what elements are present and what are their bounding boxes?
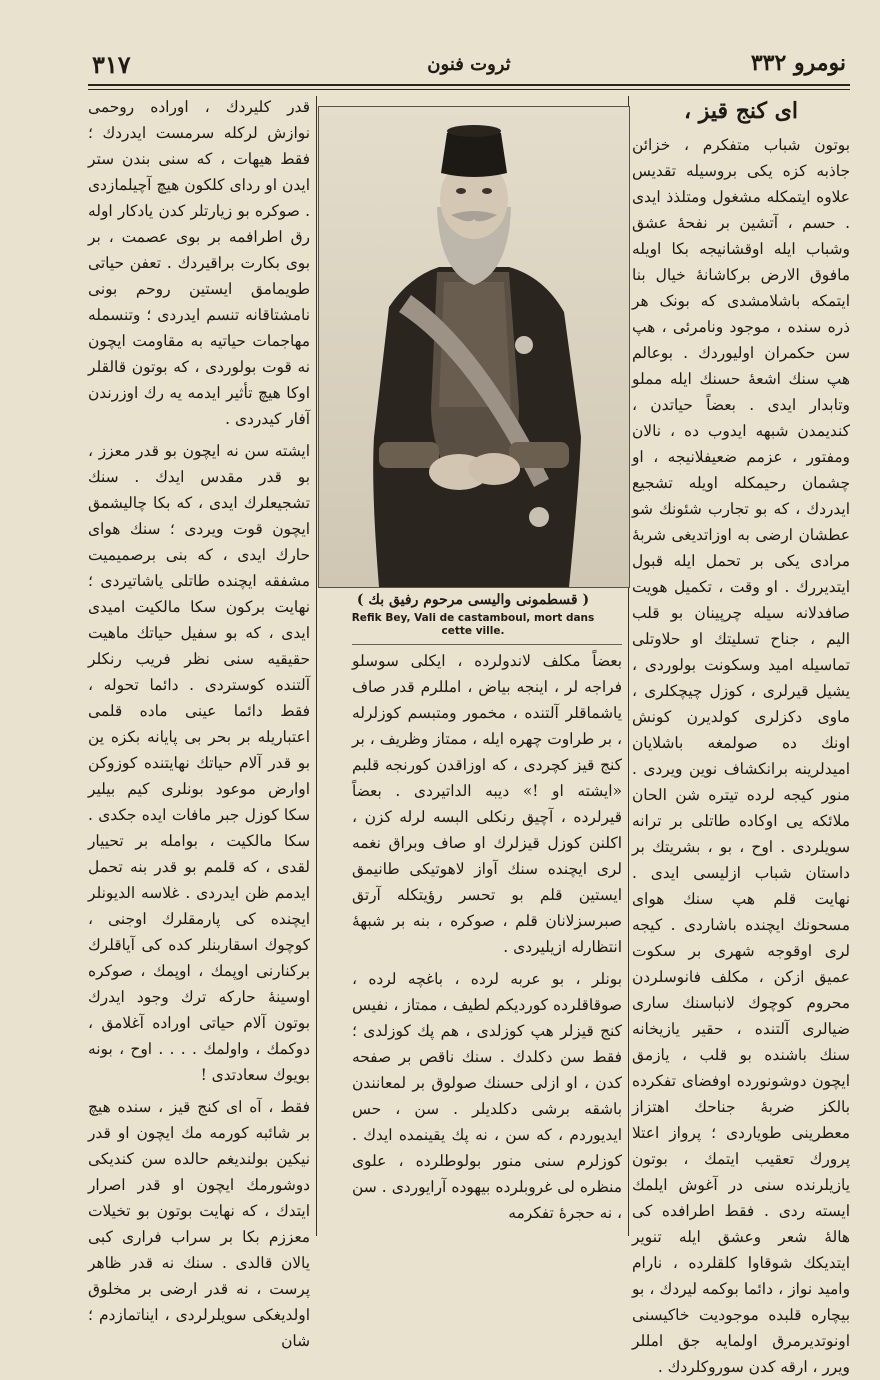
issue-number: نومرو ۳۳۲ bbox=[750, 50, 846, 76]
column-middle bbox=[352, 648, 622, 1240]
paragraph: فقط ، آه ای کنج قیز ، سنده هیچ بر شائبه کورمه مك ایچون او قدر نیکین بولندیغم حالده سن کندیکی دوشورمك ایچون او قدر اصرار ایتدك ، که نهایت بوتون بو تخیلات معززم بکا بر سراب فراری کبی یالان قالدی . سنك نه قدر ظاهر پرست ، نه قدر ارضی بر مخلوق اولدیغکی سویلرلردی ، ایناتمازدم ؛ شان bbox=[88, 1098, 310, 1350]
caption-french-line: cette ville. bbox=[441, 625, 505, 637]
column-right bbox=[632, 94, 850, 1376]
journal-title: ثروت فنون bbox=[427, 54, 511, 75]
portrait-illustration bbox=[319, 107, 629, 587]
page-number: ۳۱۷ bbox=[92, 50, 131, 79]
paragraph: بعضاً مکلف لاندولرده ، ایکلی سوسلو فراجه لر ، اینجه بیاض ، امللرم قدر صاف یاشماقلر آلتنده ، مخمور ومتبسم کوزلرله ، بر طراوت چهره ایله ، ممتاز وظریف ، بر کنج قیز کچردی ، که اوزاقدن کورنجه قلبم «ایشته او !» دیبه الداتیردی . بعضاً قیرلرده ، آچیق رنکلی البسه لرله کزن ، اکلنن کوزل قیزلرك او صاف وبراق نغمه لری ایچنده سنك آواز لاهوتیکی طانیمق ایستین قلم بو تحسر رؤیتکله آرتق صبرسزلانان قلم ، صوکره ، بنه بر شبههٔ انتظارله ازیلیردی . bbox=[352, 652, 622, 956]
figure-caption-ottoman: ( قسطمونی والیسی مرحوم رفیق بك ) bbox=[356, 592, 590, 608]
header-rule-thin bbox=[88, 89, 850, 90]
portrait-photo bbox=[318, 106, 630, 588]
column-left bbox=[88, 94, 310, 1350]
column-divider-left bbox=[316, 96, 317, 1236]
paragraph: قدر کلیردك ، اوراده روحمی نوازش لرکله سرمست ایدردك ؛ فقط هیهات ، که سنی بندن ستر ایدن او ردای کلکون هیچ آچیلمازدی . صوکره بو زیارتلر کدن یادکار اوله رق اطرافمه بر بوی عصمت ، بر بوی بکارت براقیردك . تعفن حیاتی طویمامق ایستین روحم بونی نامشتاقانه تنسم ایدردی ؛ وتنسمله مهاجمات حیاتیه به مقاومت ایچون نه قوت بولوردی ، که بوتون قالقلر اوکا هیچ تأثیر ایدمه یه رك اوزرندن آفار کیدردی . bbox=[88, 98, 310, 428]
paragraph: بونلر ، بو عربه لرده ، باغچه لرده ، صوقاقلرده کوردیکم لطیف ، ممتاز ، نفیس کنج قیزلر هپ کوزلدی ، هم پك کوزلدی ؛ فقط سن دکلدك . سنك ناقص بر صفحه کدن ، او ازلی حسنك صولوق بر لمعانندن باشقه برشی دکلدیلر . سن ، حس ایدیوردم ، که سن ، نه پك یقینمده ایدك . کوزلرم سنی منور بولوطلرده ، علوی منظره لی غروبلرده بیهوده آرایوردی . سن ، نه حجرهٔ تفکرمه bbox=[352, 970, 622, 1222]
page-header bbox=[88, 46, 850, 86]
article-title: ای کنج قیز ، bbox=[683, 98, 799, 124]
caption-divider bbox=[352, 644, 622, 645]
figure-caption-french bbox=[318, 612, 628, 638]
paragraph: بوتون شباب متفکرم ، خزائن جاذبه کزه یکی بروسیله تقدیس علاوه ایتمکله مشغول ومتلذذ ایدی . حسم ، آتشین بر نفحهٔ عشق وشباب ایله اوقشانیجه بکا اویله مافوق الارض برکاشانهٔ خیال بنا ایتمکه باشلامشدی که بونک هر ذره سنده ، موجود ونامرئی ، هپ سن حکمران اولیوردك . بوعالم هپ سنك اشعهٔ حسنك ایله مملو وتابدار ایدی . بعضاً حیاتدن ، کندیمدن شبهه ایدوب ده ، نالان ومفتور ، عزمم ضعیفلانیجه ، او چشمان رحیمکله اویله تشجیع ایدردك ، که بو تجارب شئونك شو عطشان ارضی به اوزاتدیغی شربهٔ مرادی یکی بر تحمل ایله قبول ایتدیررك . او وقت ، تکمیل هویت صافدلانه سیله چرپینان بو قلب الیم ، جناح تسلیتك او حلاوتلی تماسیله امید وسکونت بولوردی ، یشیل قیرلری ، کوزل چیچکلری ، ماوی دکزلری کولدیرن کونش اونك ده صولمغه باشلایان امیدلرینه برانکشاف نوین ویردی . منور کیجه لرده تیتره شن الحان ملائکه یی اوکاده طاتلی بر ترانه سویلردی . اوح ، بو ، بشریتك بر داستان شباب ازلیسی ایدی . نهایت قلم هپ سنك هوای مسحونك ایچنده باشاردی . کیجه لری اوقوجه شهری بر سکوت عمیق ازکن ، مکلف فانوسلردن محروم کوچوك لانباسنك ساری ضیالری آلتنده ، حقیر یازیخانه سنك باشنده بو قلب ، یازمق ایچون دوشونورده اوفضای تفکرده بالکز ضربهٔ جناحك اهتزاز معطرینی طویاردی ؛ پرواز اعتلا پرورك تعقیب ایتمك ، بوتون یازیلرنده سنی در آغوش ایلمك ایسته ردی . فقط اطرافده کی هالهٔ شعر وعشق ایله تنویر ایتدیکك شوقاوا کلقلرده ، نارام وامید نواز ، دائما بوکمه لیردك ، بو بیچاره قلبده موجودیت خاکیسنی اونوتدیرمرق اولمایه جق امللر ویرر ، ارقه کدن سوروکلردك . bbox=[632, 136, 850, 1376]
paragraph: ایشته سن نه ایچون بو قدر معزز ، بو قدر مقدس ایدك . سنك تشجیعلرك ایدی ، که بکا چالیشمق ایچون قوت ویردی ؛ سنك هوای حارك ایدی ، که بنی برصمیمیت مشفقه ایچنده طاتلی یاشاتیردی ؛ نهایت برکون سکا مالکیت امیدی ایدی ، که بو سفیل حیاتك ماهیت حقیقیه سنی نظر فریب رنکلر آلتنده کوستردی . دائما تحوله ، فقط دائما عینی ماده قلمی اعتباریله بر بحر بی پایانه بکزه ین بو قدر آلام حیاتك نهایتنده کوزوکن اوارض موعود بونلری کیم بیلیر سکا کوزل جبر مافات ایده جکدی . سکا مالکیت ، بوامله بر تحییار لقدی ، که قلمم بو قدر بنه تحمل ایدمم ظن ایدردی . غلاسه الدیونلر ایچنده کی پارمقلرك اوجنی ، کوچوك اسقاربنلر کده کی آیاقلرك برکنارنی اوپمك ، اوپمك ، صوکره اوسینهٔ حارکه ترك وجود ایدرك بوتون آلام حیاتی اوراده آغلامق ، دوکمك ، واولمك . . . . اوح ، بونه بویوك سعادتدی ! bbox=[88, 442, 310, 1084]
header-rule bbox=[88, 84, 850, 86]
caption-french-line: Refik Bey, Vali de castamboul, mort dans bbox=[351, 612, 595, 624]
